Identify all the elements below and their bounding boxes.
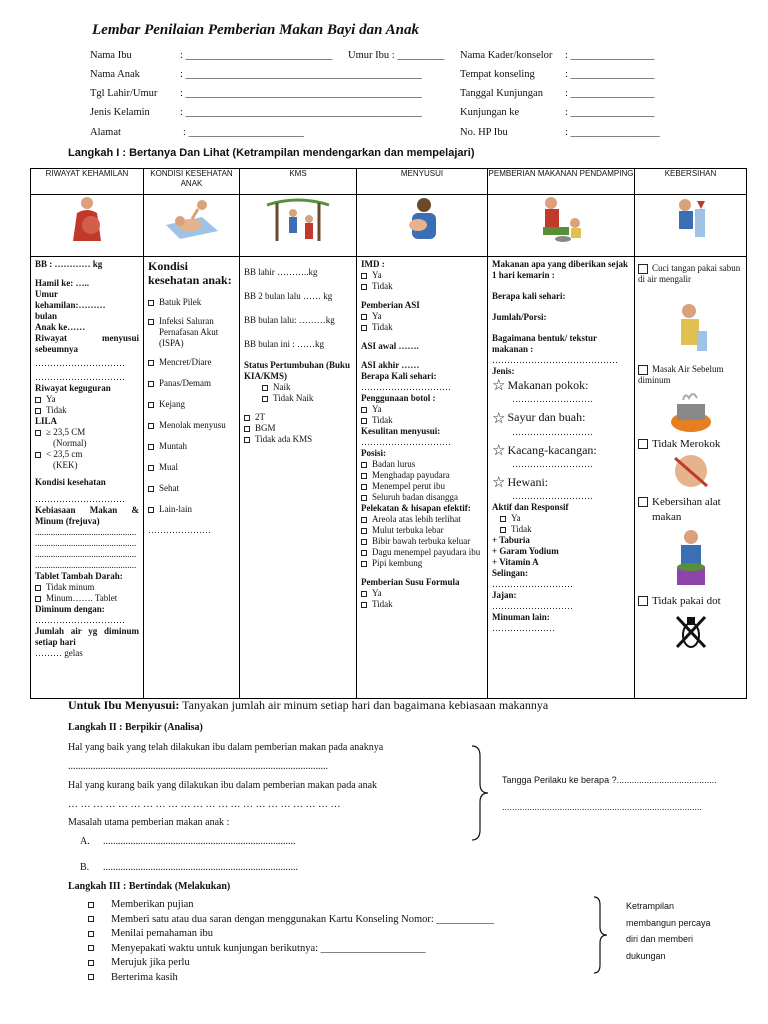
field-tanggal-kunjungan[interactable]: : ________________ bbox=[565, 88, 655, 99]
asi-awal-field[interactable]: ASI awal ……. bbox=[361, 341, 419, 351]
field-jenis-kelamin[interactable]: : _____________________________________________ bbox=[180, 107, 422, 118]
cuci-tangan-checkbox[interactable] bbox=[638, 264, 648, 274]
riwayat-dots-2[interactable]: ………………………… bbox=[35, 372, 125, 382]
field-tempat-konseling[interactable]: : ________________ bbox=[565, 69, 655, 80]
kebersihan-alat-label: Kebersihan alat makan bbox=[652, 496, 721, 523]
tidak-pakai-dot-checkbox[interactable] bbox=[638, 596, 648, 606]
masalah-b-dots[interactable]: .............................................................................. bbox=[103, 862, 298, 873]
kebiasaan-dots-1[interactable]: ............................................. bbox=[35, 527, 137, 537]
hal-kurang-label: Hal yang kurang baik yang dilakukan ibu dalam pemberian makan pada anak bbox=[68, 780, 378, 791]
pelekatan-item-5: Pipi kembung bbox=[372, 558, 423, 568]
kali-sehari-label: Berapa kali sehari: bbox=[492, 291, 566, 301]
selingan-label: Selingan: bbox=[492, 568, 529, 578]
label-no-hp: No. HP Ibu bbox=[460, 127, 508, 138]
aktif-ya-label: Ya bbox=[511, 513, 521, 523]
jajan-dots[interactable]: ……………………… bbox=[492, 601, 573, 611]
imd-tidak-checkbox[interactable] bbox=[361, 284, 367, 290]
step2-brace-icon bbox=[470, 744, 492, 842]
star-icon[interactable]: ☆ bbox=[492, 475, 506, 491]
step3-item-5: Merujuk jika perlu bbox=[111, 957, 190, 968]
hewani-label: Hewani: bbox=[507, 474, 549, 489]
vitamin-label: + Vitamin A bbox=[492, 557, 539, 567]
status-pertumbuhan-label: Status Pertumbuhan (Buku KIA/KMS) bbox=[244, 360, 351, 381]
kondisi-item-4: Panas/Demam bbox=[159, 378, 211, 388]
field-alamat[interactable]: : ______________________ bbox=[183, 127, 305, 138]
umur-label-3: bulan bbox=[35, 311, 58, 321]
field-nama-kader[interactable]: : ________________ bbox=[565, 50, 655, 61]
field-kunjungan-ke[interactable]: : ________________ bbox=[565, 107, 655, 118]
col-kms bbox=[240, 257, 357, 699]
tidak-ada-kms-label: Tidak ada KMS bbox=[255, 434, 313, 444]
lila-kek-checkbox[interactable] bbox=[35, 452, 41, 458]
ibu-menyusui-text: Tanyakan jumlah air minum setiap hari dan bagaimana kebiasaan makannya bbox=[182, 698, 549, 712]
umur-kehamilan-field[interactable]: kehamilan:……… bbox=[35, 300, 106, 310]
field-tgl-lahir[interactable]: : _____________________________________________ bbox=[180, 88, 422, 99]
jenis-label: Jenis: bbox=[492, 366, 515, 376]
hal-baik-label: Hal yang baik yang telah dilakukan ibu dalam pemberian makan pada anaknya bbox=[68, 742, 384, 753]
asi-ya-label: Ya bbox=[372, 311, 382, 321]
step3-side-note bbox=[626, 898, 711, 964]
minuman-label: Minuman lain: bbox=[492, 612, 550, 622]
asi-akhir-field[interactable]: ASI akhir …… bbox=[361, 360, 420, 370]
sick-baby-icon bbox=[144, 195, 240, 257]
sayur-buah-label: Sayur dan buah: bbox=[507, 410, 586, 425]
pemberian-asi-label: Pemberian ASI bbox=[361, 300, 420, 310]
masalah-label: Masalah utama pemberian makan anak : bbox=[68, 817, 230, 828]
asi-tidak-label: Tidak bbox=[372, 322, 393, 332]
step3-item-4: Menyepakati waktu untuk kunjungan berikutnya: ____________________ bbox=[111, 942, 426, 954]
posisi-label: Posisi: bbox=[361, 448, 387, 458]
gelas-field[interactable]: ……… gelas bbox=[35, 648, 83, 658]
keguguran-ya-checkbox[interactable] bbox=[35, 397, 41, 403]
penggunaan-botol-label: Penggunaan botol : bbox=[361, 393, 436, 403]
no-pacifier-icon bbox=[638, 611, 743, 654]
posisi-item-4: Seluruh badan disangga bbox=[372, 492, 458, 502]
keguguran-label: Riwayat keguguran bbox=[35, 383, 111, 393]
step3-item-2: Memberi satu atau dua saran dengan menggunakan Kartu Konseling Nomor: ___________ bbox=[111, 913, 495, 925]
field-nama-ibu[interactable]: : ____________________________ bbox=[180, 50, 333, 61]
header-menyusui: MENYUSUI bbox=[357, 169, 488, 195]
keguguran-ya-label: Ya bbox=[46, 394, 56, 404]
tidak-ada-kms-checkbox[interactable] bbox=[244, 437, 250, 443]
star-icon[interactable]: ☆ bbox=[492, 378, 506, 395]
field-no-hp[interactable]: : _________________ bbox=[565, 127, 660, 138]
makanan-question: Makanan apa yang diberikan sejak 1 hari kemarin : bbox=[492, 259, 629, 280]
step3-item-6: Berterima kasih bbox=[111, 971, 178, 983]
kondisi-item-9: Sehat bbox=[159, 483, 179, 493]
kondisi-checkbox-10[interactable] bbox=[148, 507, 154, 513]
asi-tidak-checkbox[interactable] bbox=[361, 325, 367, 331]
feeding-child-icon bbox=[488, 195, 635, 257]
kondisi-checkbox-1[interactable] bbox=[148, 300, 154, 306]
side-note-line-1: Ketrampilan bbox=[626, 901, 675, 911]
botol-tidak-checkbox[interactable] bbox=[361, 418, 367, 424]
step2-title: Langkah II : Berpikir (Analisa) bbox=[68, 722, 203, 733]
label-kunjungan-ke: Kunjungan ke bbox=[460, 107, 520, 118]
formula-ya-label: Ya bbox=[372, 588, 382, 598]
asi-ya-checkbox[interactable] bbox=[361, 314, 367, 320]
kondisi-item-6: Menolak menyusu bbox=[159, 420, 226, 430]
makanan-pokok-dots[interactable]: ……………………… bbox=[512, 394, 593, 405]
header-kebersihan: KEBERSIHAN bbox=[635, 169, 747, 195]
tekstur-dots[interactable]: …………………………………… bbox=[492, 355, 618, 365]
field-nama-anak[interactable]: : _____________________________________________ bbox=[180, 69, 422, 80]
minuman-dots[interactable]: ………………… bbox=[492, 623, 555, 633]
tablet-label: Tablet Tambah Darah: bbox=[35, 571, 123, 581]
col-riwayat-kehamilan bbox=[31, 257, 144, 699]
kebiasaan-dots-2[interactable]: ............................................. bbox=[35, 538, 137, 548]
tablet-tidak-checkbox[interactable] bbox=[35, 585, 41, 591]
diminum-dengan-label: Diminum dengan: bbox=[35, 604, 105, 614]
tidak-merokok-label: Tidak Merokok bbox=[652, 438, 721, 450]
bb-lahir-field[interactable]: BB lahir ………..kg bbox=[244, 267, 318, 277]
hamil-ke-field[interactable]: Hamil ke: ….. bbox=[35, 278, 89, 288]
kondisi-checkbox-5[interactable] bbox=[148, 402, 154, 408]
tidak-naik-checkbox[interactable] bbox=[262, 396, 268, 402]
pelekatan-checkbox-2[interactable] bbox=[361, 528, 367, 534]
col-menyusui bbox=[357, 257, 488, 699]
col-makanan-pendamping bbox=[488, 257, 635, 699]
bgm-label: BGM bbox=[255, 423, 276, 433]
kondisi-checkbox-4[interactable] bbox=[148, 381, 154, 387]
tidak-merokok-checkbox[interactable] bbox=[638, 439, 648, 449]
label-nama-kader: Nama Kader/konselor bbox=[460, 50, 553, 61]
kondisi-item-1: Batuk Pilek bbox=[159, 297, 202, 307]
pregnant-woman-icon bbox=[31, 195, 144, 257]
riwayat-dots-1[interactable]: ………………………… bbox=[35, 358, 125, 368]
naik-label: Naik bbox=[273, 382, 291, 392]
breastfeeding-icon bbox=[357, 195, 488, 257]
kondisi-item-2: Infeksi Saluran Pernafasan Akut (ISPA) bbox=[159, 316, 219, 348]
taburia-label: + Taburia bbox=[492, 535, 530, 545]
kondisi-item-5: Kejang bbox=[159, 399, 185, 409]
posisi-item-1: Badan lurus bbox=[372, 459, 416, 469]
kesulitan-dots[interactable]: ………………………… bbox=[361, 437, 451, 447]
kondisi-item-8: Mual bbox=[159, 462, 178, 472]
kebiasaan-dots-4[interactable]: ............................................. bbox=[35, 560, 137, 570]
berapa-kali-label: Berapa Kali sehari: bbox=[361, 371, 437, 381]
label-nama-anak: Nama Anak bbox=[90, 69, 140, 80]
posisi-checkbox-4[interactable] bbox=[361, 495, 367, 501]
hal-kurang-dots[interactable]: … … … … … … … … … … … … … … … … … … … … … … bbox=[68, 799, 341, 810]
lila-kek-label: < 23,5 cm bbox=[46, 449, 83, 459]
lila-normal-label: ≥ 23,5 CM bbox=[46, 427, 86, 437]
col-kebersihan bbox=[635, 257, 747, 699]
star-icon[interactable]: ☆ bbox=[492, 442, 506, 459]
jajan-label: Jajan: bbox=[492, 590, 517, 600]
col-kondisi-kesehatan bbox=[144, 257, 240, 699]
formula-tidak-checkbox[interactable] bbox=[361, 602, 367, 608]
keguguran-tidak-label: Tidak bbox=[46, 405, 67, 415]
pelekatan-checkbox-1[interactable] bbox=[361, 517, 367, 523]
pelekatan-item-2: Mulut terbuka lebar bbox=[372, 525, 444, 535]
step3-list bbox=[88, 898, 494, 985]
pelekatan-label: Pelekatan & hisapan efektif: bbox=[361, 503, 471, 513]
ibu-menyusui-label: Untuk Ibu Menyusui: bbox=[68, 698, 180, 712]
step3-checkbox-1[interactable] bbox=[88, 902, 94, 908]
aktif-ya-checkbox[interactable] bbox=[500, 516, 506, 522]
label-tanggal-kunjungan: Tanggal Kunjungan bbox=[460, 88, 543, 99]
step3-checkbox-5[interactable] bbox=[88, 960, 94, 966]
posisi-item-2: Menghadap payudara bbox=[372, 470, 450, 480]
kondisi-item-3: Mencret/Diare bbox=[159, 357, 212, 367]
kondisi-item-10: Lain-lain bbox=[159, 504, 192, 514]
tangga-perilaku-dots[interactable]: ................................................................................ bbox=[502, 802, 703, 812]
header-riwayat: RIWAYAT KEHAMILAN bbox=[31, 169, 144, 195]
kondisi-checkbox-6[interactable] bbox=[148, 423, 154, 429]
tidak-naik-label: Tidak Naik bbox=[273, 393, 314, 403]
kebiasaan-label: Kebiasaan Makan & Minum (frejuva) bbox=[35, 505, 139, 526]
masak-air-checkbox[interactable] bbox=[638, 365, 648, 375]
imd-ya-checkbox[interactable] bbox=[361, 273, 367, 279]
lila-label: LILA bbox=[35, 416, 58, 426]
bb-bulan-ini-field[interactable]: BB bulan ini : ……kg bbox=[244, 339, 325, 349]
kacang-dots[interactable]: ……………………… bbox=[512, 458, 593, 469]
side-note-line-3: diri dan memberi bbox=[626, 934, 694, 944]
botol-tidak-label: Tidak bbox=[372, 415, 393, 425]
aktif-tidak-checkbox[interactable] bbox=[500, 527, 506, 533]
botol-ya-checkbox[interactable] bbox=[361, 407, 367, 413]
header-kondisi: KONDISI KESEHATAN ANAK bbox=[144, 169, 240, 195]
pelekatan-checkbox-5[interactable] bbox=[361, 561, 367, 567]
keguguran-tidak-checkbox[interactable] bbox=[35, 408, 41, 414]
posisi-checkbox-1[interactable] bbox=[361, 462, 367, 468]
no-smoking-icon bbox=[638, 452, 743, 493]
kondisi-anak-title: Kondisi kesehatan anak: bbox=[148, 259, 232, 287]
kebersihan-alat-checkbox[interactable] bbox=[638, 497, 648, 507]
posisi-checkbox-2[interactable] bbox=[361, 473, 367, 479]
anak-ke-field[interactable]: Anak ke…… bbox=[35, 322, 86, 332]
bb-2-bulan-field[interactable]: BB 2 bulan lalu …… kg bbox=[244, 291, 333, 301]
tablet-minum-checkbox[interactable] bbox=[35, 596, 41, 602]
naik-checkbox[interactable] bbox=[262, 385, 268, 391]
kondisi-checkbox-9[interactable] bbox=[148, 486, 154, 492]
posisi-item-3: Menempel perut ibu bbox=[372, 481, 445, 491]
step3-checkbox-6[interactable] bbox=[88, 974, 94, 980]
jumlah-air-label: Jumlah air yg diminum setiap hari bbox=[35, 626, 139, 647]
pelekatan-item-3: Bibir bawah terbuka keluar bbox=[372, 536, 471, 546]
label-tgl-lahir: Tgl Lahir/Umur bbox=[90, 88, 158, 99]
hygiene-icon bbox=[635, 195, 747, 257]
2t-checkbox[interactable] bbox=[244, 415, 250, 421]
hal-baik-dots[interactable]: ........................................................................................................ bbox=[68, 761, 328, 772]
pelekatan-item-1: Areola atas lebih terlihat bbox=[372, 514, 461, 524]
diminum-dots[interactable]: ………………………… bbox=[35, 615, 125, 625]
masak-air-label: Masak Air Sebelum diminum bbox=[638, 364, 724, 385]
bgm-checkbox[interactable] bbox=[244, 426, 250, 432]
pelekatan-checkbox-4[interactable] bbox=[361, 550, 367, 556]
tablet-tidak-label: Tidak minum bbox=[46, 582, 95, 592]
masalah-a-label: A. bbox=[80, 836, 90, 847]
step3-item-1: Memberikan pujian bbox=[111, 899, 194, 910]
tekstur-label: Bagaimana bentuk/ tekstur makanan : bbox=[492, 333, 597, 354]
imd-tidak-label: Tidak bbox=[372, 281, 393, 291]
makanan-pokok-label: Makanan pokok: bbox=[507, 378, 589, 392]
kacang-label: Kacang-kacangan: bbox=[507, 442, 597, 457]
aktif-tidak-label: Tidak bbox=[511, 524, 532, 534]
kebiasaan-dots-3[interactable]: ............................................. bbox=[35, 549, 137, 559]
kesulitan-label: Kesulitan menyusui: bbox=[361, 426, 441, 436]
hewani-dots[interactable]: ……………………… bbox=[512, 491, 593, 501]
masalah-b-label: B. bbox=[80, 862, 90, 873]
selingan-dots[interactable]: ……………………… bbox=[492, 579, 573, 589]
lila-kek-note: (KEK) bbox=[53, 460, 78, 470]
header-makanan: PEMBERIAN MAKANAN PENDAMPING bbox=[488, 169, 635, 195]
kondisi-checkbox-3[interactable] bbox=[148, 360, 154, 366]
posisi-checkbox-3[interactable] bbox=[361, 484, 367, 490]
kondisi-checkbox-8[interactable] bbox=[148, 465, 154, 471]
pelekatan-item-4: Dagu menempel payudara ibu bbox=[372, 547, 481, 557]
kms-weighing-icon bbox=[240, 195, 357, 257]
kondisi-kesehatan-label: Kondisi kesehatan bbox=[35, 477, 106, 487]
garam-label: + Garam Yodium bbox=[492, 546, 559, 556]
tidak-pakai-dot-label: Tidak pakai dot bbox=[652, 595, 721, 607]
riwayat-menyusui-label: Riwayat menyusui sebeumnya bbox=[35, 333, 139, 354]
label-jenis-kelamin: Jenis Kelamin bbox=[90, 107, 150, 118]
step3-item-3: Menilai pemahaman ibu bbox=[111, 928, 214, 939]
tangga-perilaku-field[interactable]: Tangga Perilaku ke berapa ?........................................ bbox=[502, 775, 717, 785]
step3-brace-icon bbox=[592, 895, 610, 975]
step3-checkbox-4[interactable] bbox=[88, 945, 94, 951]
label-alamat: Alamat bbox=[90, 127, 121, 138]
side-note-line-4: dukungan bbox=[626, 950, 666, 961]
kondisi-dots[interactable]: ………………………… bbox=[35, 494, 125, 504]
step3-title: Langkah III : Bertindak (Melakukan) bbox=[68, 881, 231, 892]
bb-field[interactable]: BB : ………… kg bbox=[35, 259, 103, 269]
imd-label: IMD : bbox=[361, 259, 385, 269]
assessment-table bbox=[30, 168, 747, 699]
field-umur-ibu[interactable]: Umur Ibu : _________ bbox=[348, 50, 445, 61]
sayur-buah-dots[interactable]: ……………………… bbox=[512, 426, 593, 437]
masalah-a-dots[interactable]: ............................................................................. bbox=[103, 836, 296, 847]
page-title: Lembar Penilaian Pemberian Makan Bayi dan Anak bbox=[92, 22, 419, 38]
label-nama-ibu: Nama Ibu bbox=[90, 50, 132, 61]
2t-label: 2T bbox=[255, 412, 265, 422]
botol-ya-label: Ya bbox=[372, 404, 382, 414]
boiling-water-icon bbox=[638, 388, 743, 437]
step1-title: Langkah I : Bertanya Dan Lihat (Ketrampilan mendengarkan dan mempelajari) bbox=[68, 147, 475, 159]
header-kms: KMS bbox=[240, 169, 357, 195]
side-note-line-2: membangun percaya bbox=[626, 917, 711, 928]
formula-tidak-label: Tidak bbox=[372, 599, 393, 609]
cuci-tangan-label: Cuci tangan pakai sabun di air mengalir bbox=[638, 263, 741, 284]
porsi-label: Jumlah/Porsi: bbox=[492, 312, 547, 322]
step3-checkbox-2[interactable] bbox=[88, 916, 94, 922]
star-icon[interactable]: ☆ bbox=[492, 410, 506, 427]
label-tempat-konseling: Tempat konseling bbox=[460, 69, 535, 80]
washing-utensils-icon bbox=[638, 527, 743, 594]
umur-label-1: Umur bbox=[35, 289, 58, 299]
kondisi-item-7: Muntah bbox=[159, 441, 187, 451]
tablet-minum-label: Minum……. Tablet bbox=[46, 593, 118, 603]
kondisi-checkbox-7[interactable] bbox=[148, 444, 154, 450]
imd-ya-label: Ya bbox=[372, 270, 382, 280]
formula-ya-checkbox[interactable] bbox=[361, 591, 367, 597]
step3-checkbox-3[interactable] bbox=[88, 931, 94, 937]
lila-normal-note: (Normal) bbox=[53, 438, 87, 448]
kondisi-checkbox-2[interactable] bbox=[148, 319, 154, 325]
kondisi-lain-dots[interactable]: ………………… bbox=[148, 525, 211, 535]
lila-normal-checkbox[interactable] bbox=[35, 430, 41, 436]
aktif-label: Aktif dan Responsif bbox=[492, 502, 569, 512]
bb-bulan-lalu-field[interactable]: BB bulan lalu: ………kg bbox=[244, 315, 335, 325]
berapa-kali-dots[interactable]: ………………………… bbox=[361, 382, 451, 392]
susu-formula-label: Pemberian Susu Formula bbox=[361, 577, 460, 587]
pelekatan-checkbox-3[interactable] bbox=[361, 539, 367, 545]
handwash-icon bbox=[638, 301, 743, 360]
